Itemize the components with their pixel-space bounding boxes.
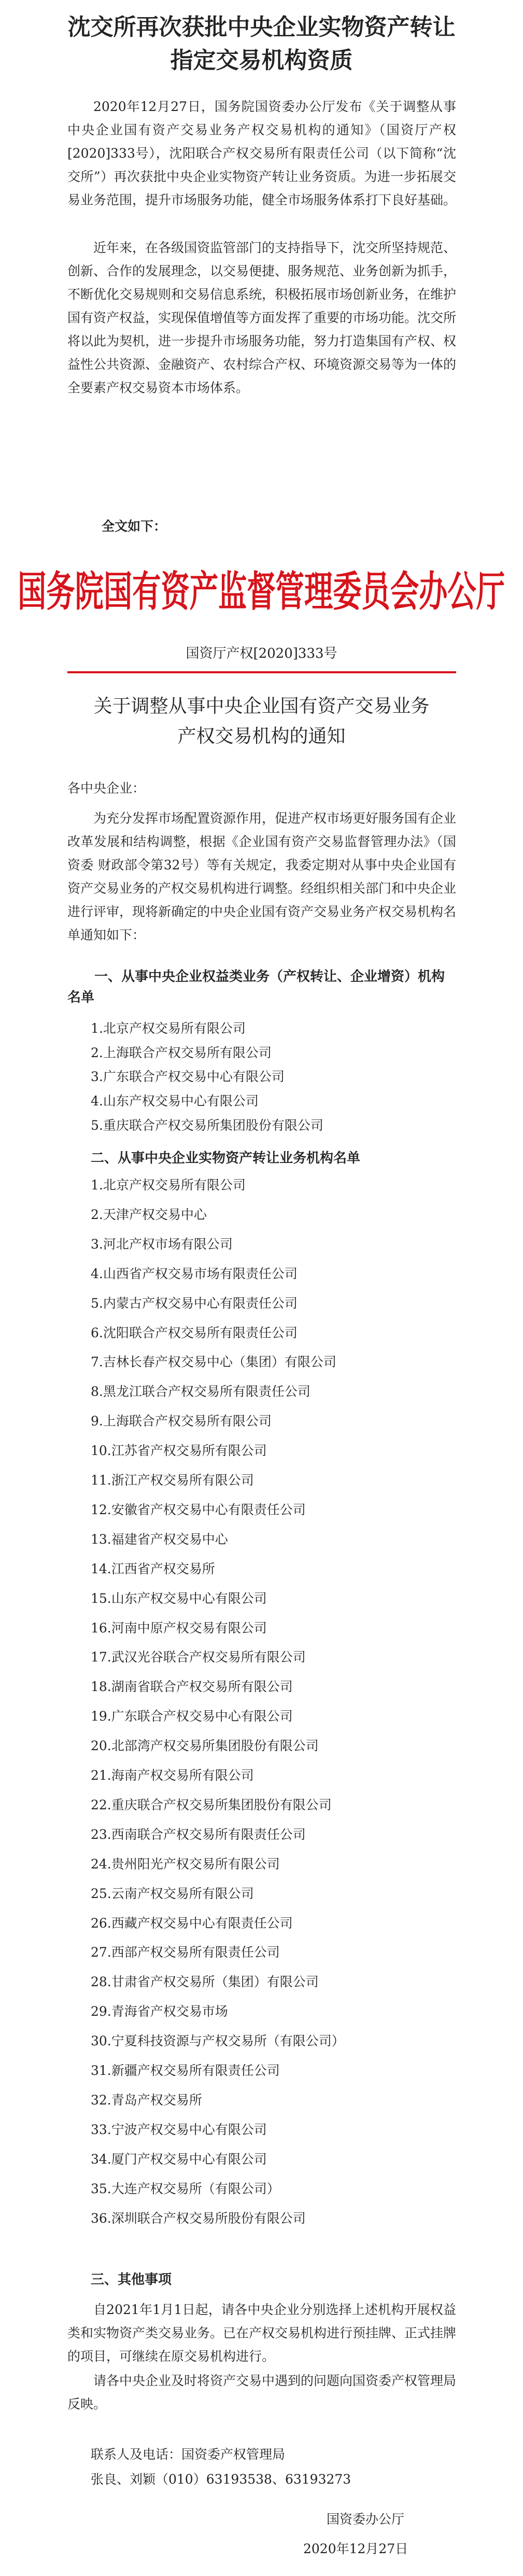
list-item: 32.青岛产权交易所	[91, 2092, 202, 2108]
list-item: 17.武汉光谷联合产权交易所有限公司	[91, 1650, 306, 1665]
list-item: 5.内蒙古产权交易中心有限责任公司	[91, 1295, 298, 1311]
list-item: 2.天津产权交易中心	[91, 1207, 207, 1222]
list-item: 16.河南中原产权交易有限公司	[91, 1620, 267, 1636]
list-item: 28.甘肃省产权交易所（集团）有限公司	[91, 1974, 319, 1990]
notice-title-line2: 产权交易机构的通知	[177, 726, 346, 747]
list-item: 13.福建省产权交易中心	[91, 1531, 228, 1547]
list-item: 12.安徽省产权交易中心有限责任公司	[91, 1502, 306, 1517]
list-item: 4.山东产权交易中心有限公司	[91, 1093, 259, 1109]
list-item: 9.上海联合产权交易所有限公司	[91, 1414, 272, 1429]
list-item: 31.新疆产权交易所有限责任公司	[91, 2063, 280, 2078]
section2-title: 二、从事中央企业实物资产转让业务机构名单	[91, 1151, 361, 1166]
list-item: 26.西藏产权交易中心有限责任公司	[91, 1915, 293, 1931]
list-item: 11.浙江产权交易所有限公司	[91, 1473, 254, 1488]
doc-number: 国资厅产权[2020]333号	[186, 646, 337, 661]
letterhead-org	[10, 556, 513, 619]
section3-title: 三、其他事项	[91, 2272, 172, 2288]
article-title-line1: 沈交所再次获批中央企业实物资产转让	[67, 14, 456, 40]
fulltext-label: 全文如下：	[102, 519, 167, 534]
salutation: 各中央企业：	[67, 781, 146, 796]
list-item: 15.山东产权交易中心有限公司	[91, 1590, 267, 1606]
list-item: 20.北部湾产权交易所集团股份有限公司	[91, 1738, 319, 1754]
list-item: 3.河北产权市场有限公司	[91, 1236, 233, 1252]
list-item: 18.湖南省联合产权交易所有限公司	[91, 1679, 293, 1695]
list-item: 10.江苏省产权交易所有限公司	[91, 1443, 267, 1459]
list-item: 1.北京产权交易所有限公司	[91, 1021, 246, 1036]
intro-paragraph-1: 2020年12月27日，国务院国资委办公厅发布《关于调整从事中央企业国有资产交易业务产权交易机构的通知》（国资厅产权[2020]333号），沈阳联合产权交易所有限责任公司（以下简称“沈交所”）再次获批中央企业实物资产转让业务资质。为进一步拓展交易业务范围，提升市场服务功能，健全市场服务体系打下良好基础。	[67, 99, 457, 207]
contact-line-1: 联系人及电话：国资委产权管理局	[91, 2447, 286, 2462]
section3-paragraph-2: 请各中央企业及时将资产交易中遇到的问题向国资委产权管理局反映。	[67, 2373, 457, 2412]
list-item: 25.云南产权交易所有限公司	[91, 1886, 254, 1901]
list-item: 34.厦门产权交易中心有限公司	[91, 2151, 267, 2167]
article-title-line2: 指定交易机构资质	[170, 47, 353, 74]
list-item: 23.西南联合产权交易所有限责任公司	[91, 1826, 306, 1842]
list-item: 7.吉林长春产权交易中心（集团）有限公司	[91, 1354, 336, 1370]
list-item: 30.宁夏科技资源与产权交易所（有限公司）	[91, 2033, 345, 2049]
list-item: 4.山西省产权交易市场有限责任公司	[91, 1266, 298, 1281]
section1-title: 一、从事中央企业权益类业务（产权转让、企业增资）机构名单	[67, 969, 445, 1005]
list-item: 2.上海联合产权交易所有限公司	[91, 1045, 272, 1060]
list-item: 21.海南产权交易所有限公司	[91, 1768, 254, 1783]
list-item: 33.宁波产权交易中心有限公司	[91, 2122, 267, 2137]
list-item: 14.江西省产权交易所	[91, 1561, 215, 1576]
intro-paragraph-2: 近年来，在各级国资监管部门的支持指导下，沈交所坚持规范、创新、合作的发展理念，以交易便捷、服务规范、业务创新为抓手，不断优化交易规则和交易信息系统，积极拓展市场创新业务，在维护国有资产权益，实现保值增值等方面发挥了重要的市场功能。沈交所将以此为契机，进一步提升市场服务功能，努力打造集国有产权、权益性公共资源、金融资产、农村综合产权、环境资源交易等为一体的全要素产权交易资本市场体系。	[67, 240, 457, 395]
list-item: 5.重庆联合产权交易所集团股份有限公司	[91, 1117, 323, 1133]
red-divider	[67, 671, 456, 673]
notice-title-line1: 关于调整从事中央企业国有资产交易业务	[93, 696, 430, 717]
date: 2020年12月27日	[303, 2541, 408, 2556]
signature: 国资委办公厅	[327, 2512, 405, 2527]
letterhead-org-text: 国务院国有资产监督管理委员会办公厅	[18, 567, 505, 616]
list-item: 6.沈阳联合产权交易所有限责任公司	[91, 1325, 298, 1340]
list-item: 22.重庆联合产权交易所集团股份有限公司	[91, 1797, 332, 1812]
list-item: 35.大连产权交易所（有限公司）	[91, 2181, 280, 2196]
list-item: 29.青海省产权交易市场	[91, 2004, 228, 2019]
list-item: 8.黑龙江联合产权交易所有限责任公司	[91, 1384, 310, 1400]
list-item: 1.北京产权交易所有限公司	[91, 1178, 246, 1193]
list-item: 19.广东联合产权交易中心有限公司	[91, 1709, 293, 1724]
list-item: 24.贵州阳光产权交易所有限公司	[91, 1856, 280, 1872]
list-item: 27.西部产权交易所有限责任公司	[91, 1945, 280, 1960]
list-item: 3.广东联合产权交易中心有限公司	[91, 1069, 285, 1085]
list-item: 36.深圳联合产权交易所股份有限公司	[91, 2210, 306, 2226]
contact-line-2: 张良、刘颖（010）63193538、63193273	[91, 2472, 351, 2487]
notice-body: 为充分发挥市场配置资源作用，促进产权市场更好服务国有企业改革发展和结构调整，根据《企业国有资产交易监督管理办法》（国资委 财政部令第32号）等有关规定，我委定期对从事中央企业国有资产交易业务的产权交易机构进行调整。经组织相关部门和中央企业进行评审，现将新确定的中央企业国有资产交易业务产权交易机构名单通知如下：	[67, 811, 457, 943]
section3-paragraph-1: 自2021年1月1日起，请各中央企业分别选择上述机构开展权益类和实物资产类交易业务。已在产权交易机构进行预挂牌、正式挂牌的项目，可继续在原交易机构进行。	[67, 2302, 457, 2364]
